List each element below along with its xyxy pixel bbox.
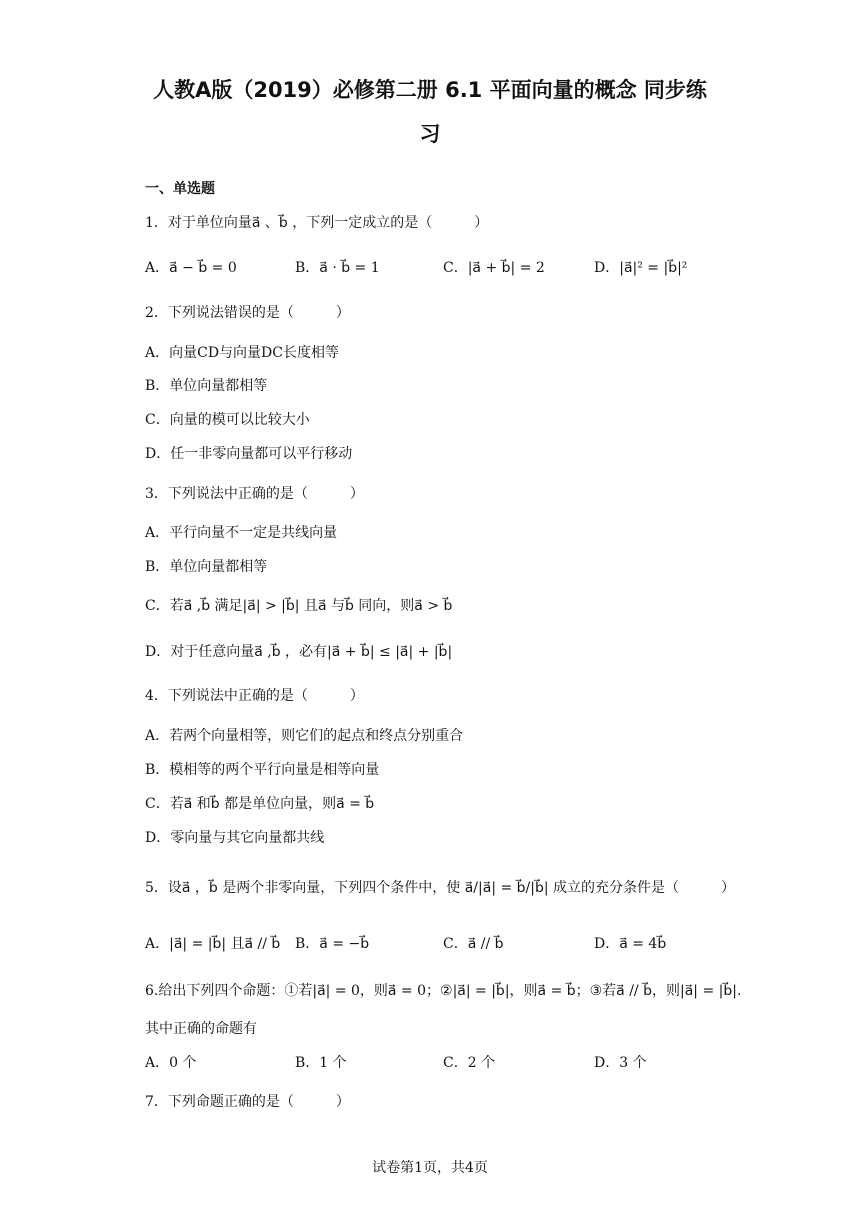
section-heading: 一、单选题: [145, 181, 215, 197]
question-5-option-b: B．a⃗ = −b⃗: [295, 936, 370, 952]
question-6-option-d: D．3 个: [594, 1055, 647, 1071]
question-6-stem: 6.给出下列四个命题：①若|a⃗| = 0，则a⃗ = 0；②|a⃗| = |b⃗|，则a⃗ = b⃗；③若a⃗ // b⃗，则|a⃗| = |b⃗|.: [145, 983, 742, 999]
document-title-line-2: 习: [419, 122, 441, 146]
question-4-option-d: D．零向量与其它向量都共线: [145, 830, 325, 846]
question-4-option-a: A．若两个向量相等，则它们的起点和终点分别重合: [145, 728, 464, 744]
question-7-stem: 7．下列命题正确的是（ ）: [145, 1094, 350, 1110]
document-title-line-1: 人教A版（2019）必修第二册 6.1 平面向量的概念 同步练: [153, 78, 707, 102]
question-1-stem: 1．对于单位向量a⃗ 、b⃗ ，下列一定成立的是（ ）: [145, 215, 489, 231]
question-2-option-c: C．向量的模可以比较大小: [145, 412, 310, 428]
question-6-option-c: C．2 个: [443, 1055, 496, 1071]
page-footer: 试卷第1页，共4页: [372, 1160, 488, 1176]
question-3-option-b: B．单位向量都相等: [145, 559, 268, 575]
question-6-option-b: B．1 个: [295, 1055, 347, 1071]
question-5-option-a: A．|a⃗| = |b⃗| 且a⃗ // b⃗: [145, 936, 281, 952]
question-5-stem: 5．设a⃗ ，b⃗ 是两个非零向量，下列四个条件中，使 a⃗/|a⃗| = b⃗/|b⃗| 成立的充分条件是（ ）: [145, 880, 736, 896]
question-3-option-d: D．对于任意向量a⃗ ,b⃗ ，必有|a⃗ + b⃗| ≤ |a⃗| + |b⃗|: [145, 644, 453, 660]
question-3-option-c: C．若a⃗ ,b⃗ 满足|a⃗| > |b⃗| 且a⃗ 与b⃗ 同向，则a⃗ > b⃗: [145, 598, 453, 614]
question-3-stem: 3．下列说法中正确的是（ ）: [145, 486, 364, 502]
question-5-option-c: C．a⃗ // b⃗: [443, 936, 504, 952]
question-4-option-b: B．模相等的两个平行向量是相等向量: [145, 762, 380, 778]
question-1-option-d: D．|a⃗|² = |b⃗|²: [594, 260, 688, 276]
question-6-option-a: A．0 个: [145, 1055, 197, 1071]
question-2-option-a: A．向量CD与向量DC长度相等: [145, 345, 339, 361]
question-1-option-c: C．|a⃗ + b⃗| = 2: [443, 260, 545, 276]
question-1-option-a: A．a⃗ − b⃗ = 0: [145, 260, 237, 276]
question-4-stem: 4．下列说法中正确的是（ ）: [145, 688, 364, 704]
question-2-option-b: B．单位向量都相等: [145, 378, 268, 394]
question-1-option-b: B．a⃗ · b⃗ = 1: [295, 260, 380, 276]
question-5-option-d: D．a⃗ = 4b⃗: [594, 936, 667, 952]
question-6-stem-continued: 其中正确的命题有: [145, 1021, 257, 1037]
question-2-option-d: D．任一非零向量都可以平行移动: [145, 446, 353, 462]
question-4-option-c: C．若a⃗ 和b⃗ 都是单位向量，则a⃗ = b⃗: [145, 796, 375, 812]
question-3-option-a: A．平行向量不一定是共线向量: [145, 525, 338, 541]
question-2-stem: 2．下列说法错误的是（ ）: [145, 305, 350, 321]
